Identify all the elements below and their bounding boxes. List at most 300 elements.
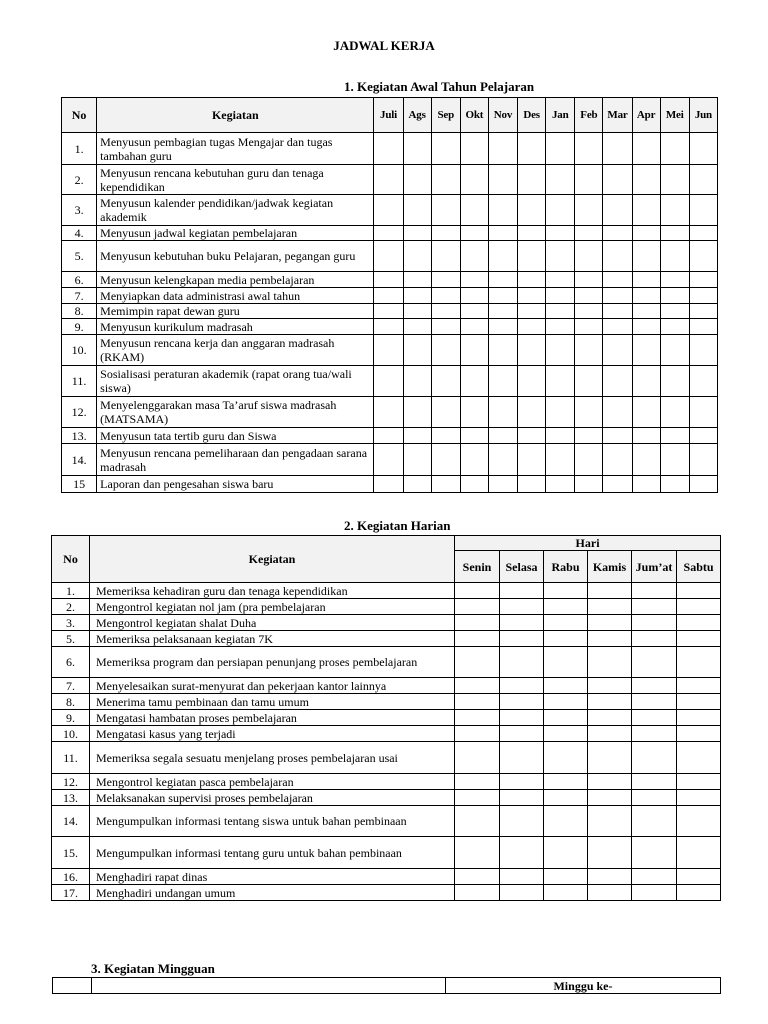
- schedule-cell[interactable]: [660, 165, 689, 195]
- schedule-cell[interactable]: [677, 694, 721, 710]
- schedule-cell[interactable]: [660, 444, 689, 476]
- schedule-cell[interactable]: [603, 133, 632, 165]
- schedule-cell[interactable]: [603, 288, 632, 304]
- schedule-cell[interactable]: [518, 288, 546, 304]
- schedule-cell[interactable]: [544, 615, 588, 631]
- schedule-cell[interactable]: [455, 710, 500, 726]
- schedule-cell[interactable]: [632, 288, 660, 304]
- schedule-cell[interactable]: [544, 678, 588, 694]
- schedule-cell[interactable]: [544, 599, 588, 615]
- schedule-cell[interactable]: [403, 397, 431, 428]
- schedule-cell[interactable]: [588, 806, 632, 837]
- schedule-cell[interactable]: [431, 165, 460, 195]
- schedule-cell[interactable]: [632, 444, 660, 476]
- table-row: [62, 366, 718, 397]
- schedule-cell[interactable]: [488, 226, 517, 241]
- schedule-cell[interactable]: [677, 583, 721, 599]
- row-kegiatan: Menerima tamu pembinaan dan tamu umum: [90, 694, 455, 710]
- schedule-cell[interactable]: [546, 428, 575, 444]
- schedule-cell[interactable]: [603, 319, 632, 335]
- schedule-cell[interactable]: [488, 397, 517, 428]
- schedule-cell[interactable]: [588, 615, 632, 631]
- schedule-cell[interactable]: [431, 444, 460, 476]
- schedule-cell[interactable]: [632, 304, 660, 319]
- schedule-cell[interactable]: [500, 790, 544, 806]
- schedule-cell[interactable]: [677, 599, 721, 615]
- schedule-cell[interactable]: [544, 742, 588, 774]
- schedule-cell[interactable]: [603, 272, 632, 288]
- schedule-cell[interactable]: [518, 444, 546, 476]
- schedule-cell[interactable]: [403, 444, 431, 476]
- schedule-cell[interactable]: [575, 476, 603, 493]
- schedule-cell[interactable]: [689, 335, 717, 366]
- schedule-cell[interactable]: [518, 195, 546, 226]
- schedule-cell[interactable]: [518, 272, 546, 288]
- schedule-cell[interactable]: [544, 869, 588, 885]
- schedule-cell[interactable]: [500, 647, 544, 678]
- schedule-cell[interactable]: [546, 165, 575, 195]
- schedule-cell[interactable]: [660, 428, 689, 444]
- schedule-cell[interactable]: [403, 241, 431, 272]
- schedule-cell[interactable]: [431, 366, 460, 397]
- schedule-cell[interactable]: [403, 195, 431, 226]
- schedule-cell[interactable]: [546, 335, 575, 366]
- row-number: 5.: [52, 631, 90, 647]
- schedule-cell[interactable]: [660, 226, 689, 241]
- schedule-cell[interactable]: [500, 694, 544, 710]
- schedule-cell[interactable]: [603, 226, 632, 241]
- schedule-cell[interactable]: [603, 428, 632, 444]
- schedule-cell[interactable]: [660, 272, 689, 288]
- schedule-cell[interactable]: [431, 241, 460, 272]
- schedule-cell[interactable]: [546, 444, 575, 476]
- schedule-cell[interactable]: [431, 272, 460, 288]
- schedule-cell[interactable]: [603, 165, 632, 195]
- col-header-kegiatan-empty: [92, 978, 446, 994]
- table-row: [62, 335, 718, 366]
- schedule-cell[interactable]: [546, 241, 575, 272]
- schedule-cell[interactable]: [575, 226, 603, 241]
- schedule-cell[interactable]: [546, 288, 575, 304]
- schedule-cell[interactable]: [460, 335, 488, 366]
- schedule-cell[interactable]: [460, 304, 488, 319]
- schedule-cell[interactable]: [632, 631, 677, 647]
- schedule-cell[interactable]: [575, 428, 603, 444]
- schedule-cell[interactable]: [455, 790, 500, 806]
- table-row: [62, 133, 718, 165]
- schedule-cell[interactable]: [488, 476, 517, 493]
- schedule-cell[interactable]: [460, 476, 488, 493]
- schedule-cell[interactable]: [575, 444, 603, 476]
- schedule-cell[interactable]: [546, 195, 575, 226]
- schedule-cell[interactable]: [588, 774, 632, 790]
- schedule-cell[interactable]: [500, 885, 544, 901]
- schedule-cell[interactable]: [575, 133, 603, 165]
- schedule-cell[interactable]: [544, 631, 588, 647]
- schedule-cell[interactable]: [544, 647, 588, 678]
- schedule-cell[interactable]: [488, 319, 517, 335]
- schedule-cell[interactable]: [660, 133, 689, 165]
- schedule-cell[interactable]: [455, 647, 500, 678]
- schedule-cell[interactable]: [689, 319, 717, 335]
- schedule-cell[interactable]: [677, 710, 721, 726]
- schedule-cell[interactable]: [518, 304, 546, 319]
- schedule-cell[interactable]: [374, 165, 403, 195]
- schedule-cell[interactable]: [455, 837, 500, 869]
- schedule-cell[interactable]: [660, 195, 689, 226]
- schedule-cell[interactable]: [403, 133, 431, 165]
- schedule-cell[interactable]: [455, 742, 500, 774]
- schedule-cell[interactable]: [431, 288, 460, 304]
- schedule-cell[interactable]: [575, 241, 603, 272]
- schedule-cell[interactable]: [488, 304, 517, 319]
- schedule-cell[interactable]: [544, 806, 588, 837]
- schedule-cell[interactable]: [689, 304, 717, 319]
- schedule-cell[interactable]: [431, 319, 460, 335]
- schedule-cell[interactable]: [575, 288, 603, 304]
- schedule-cell[interactable]: [689, 226, 717, 241]
- schedule-cell[interactable]: [632, 397, 660, 428]
- row-kegiatan: Memeriksa kehadiran guru dan tenaga kependidikan: [90, 583, 455, 599]
- schedule-cell[interactable]: [689, 428, 717, 444]
- schedule-cell[interactable]: [677, 615, 721, 631]
- schedule-cell[interactable]: [374, 444, 403, 476]
- schedule-cell[interactable]: [518, 476, 546, 493]
- schedule-cell[interactable]: [677, 790, 721, 806]
- schedule-cell[interactable]: [460, 195, 488, 226]
- schedule-cell[interactable]: [518, 133, 546, 165]
- schedule-cell[interactable]: [431, 335, 460, 366]
- schedule-cell[interactable]: [603, 304, 632, 319]
- schedule-cell[interactable]: [575, 366, 603, 397]
- schedule-cell[interactable]: [660, 335, 689, 366]
- schedule-cell[interactable]: [455, 631, 500, 647]
- schedule-cell[interactable]: [374, 366, 403, 397]
- schedule-cell[interactable]: [660, 288, 689, 304]
- schedule-cell[interactable]: [431, 428, 460, 444]
- schedule-cell[interactable]: [677, 726, 721, 742]
- schedule-cell[interactable]: [689, 397, 717, 428]
- schedule-cell[interactable]: [488, 195, 517, 226]
- schedule-cell[interactable]: [689, 288, 717, 304]
- row-number: 14.: [62, 444, 97, 476]
- schedule-cell[interactable]: [460, 165, 488, 195]
- schedule-cell[interactable]: [455, 885, 500, 901]
- schedule-cell[interactable]: [632, 241, 660, 272]
- schedule-cell[interactable]: [403, 476, 431, 493]
- schedule-cell[interactable]: [460, 226, 488, 241]
- schedule-cell[interactable]: [588, 678, 632, 694]
- schedule-cell[interactable]: [455, 726, 500, 742]
- schedule-cell[interactable]: [588, 599, 632, 615]
- schedule-cell[interactable]: [374, 397, 403, 428]
- schedule-cell[interactable]: [689, 165, 717, 195]
- schedule-cell[interactable]: [588, 742, 632, 774]
- schedule-cell[interactable]: [488, 241, 517, 272]
- schedule-cell[interactable]: [403, 304, 431, 319]
- schedule-cell[interactable]: [544, 694, 588, 710]
- schedule-cell[interactable]: [374, 335, 403, 366]
- schedule-cell[interactable]: [544, 885, 588, 901]
- schedule-cell[interactable]: [632, 195, 660, 226]
- schedule-cell[interactable]: [588, 694, 632, 710]
- schedule-cell[interactable]: [603, 195, 632, 226]
- schedule-cell[interactable]: [588, 837, 632, 869]
- row-kegiatan: Mengontrol kegiatan shalat Duha: [90, 615, 455, 631]
- schedule-cell[interactable]: [455, 615, 500, 631]
- schedule-cell[interactable]: [603, 444, 632, 476]
- schedule-cell[interactable]: [546, 272, 575, 288]
- schedule-cell[interactable]: [374, 272, 403, 288]
- row-kegiatan: Mengontrol kegiatan nol jam (pra pembelajaran: [90, 599, 455, 615]
- schedule-cell[interactable]: [689, 366, 717, 397]
- schedule-cell[interactable]: [588, 790, 632, 806]
- schedule-cell[interactable]: [488, 288, 517, 304]
- schedule-cell[interactable]: [374, 476, 403, 493]
- schedule-cell[interactable]: [546, 476, 575, 493]
- schedule-cell[interactable]: [632, 476, 660, 493]
- schedule-cell[interactable]: [632, 647, 677, 678]
- schedule-cell[interactable]: [677, 837, 721, 869]
- schedule-cell[interactable]: [431, 195, 460, 226]
- schedule-cell[interactable]: [500, 806, 544, 837]
- schedule-cell[interactable]: [677, 647, 721, 678]
- schedule-cell[interactable]: [632, 837, 677, 869]
- schedule-cell[interactable]: [374, 226, 403, 241]
- schedule-cell[interactable]: [500, 615, 544, 631]
- schedule-cell[interactable]: [500, 631, 544, 647]
- schedule-cell[interactable]: [689, 133, 717, 165]
- schedule-cell[interactable]: [518, 366, 546, 397]
- schedule-cell[interactable]: [546, 397, 575, 428]
- schedule-cell[interactable]: [500, 837, 544, 869]
- schedule-cell[interactable]: [431, 476, 460, 493]
- schedule-cell[interactable]: [518, 335, 546, 366]
- schedule-cell[interactable]: [546, 366, 575, 397]
- schedule-cell[interactable]: [677, 869, 721, 885]
- schedule-cell[interactable]: [488, 366, 517, 397]
- schedule-cell[interactable]: [403, 428, 431, 444]
- schedule-cell[interactable]: [632, 165, 660, 195]
- schedule-cell[interactable]: [460, 241, 488, 272]
- schedule-cell[interactable]: [632, 366, 660, 397]
- table-row: [52, 726, 721, 742]
- col-header-month: Jan: [546, 98, 575, 133]
- schedule-cell[interactable]: [431, 133, 460, 165]
- schedule-cell[interactable]: [500, 726, 544, 742]
- schedule-cell[interactable]: [575, 195, 603, 226]
- schedule-cell[interactable]: [488, 335, 517, 366]
- schedule-cell[interactable]: [632, 790, 677, 806]
- schedule-cell[interactable]: [500, 742, 544, 774]
- schedule-cell[interactable]: [632, 742, 677, 774]
- schedule-cell[interactable]: [518, 165, 546, 195]
- col-header-no: No: [62, 98, 97, 133]
- schedule-cell[interactable]: [460, 272, 488, 288]
- schedule-cell[interactable]: [677, 806, 721, 837]
- row-kegiatan: Menghadiri undangan umum: [90, 885, 455, 901]
- schedule-cell[interactable]: [575, 335, 603, 366]
- schedule-cell[interactable]: [632, 726, 677, 742]
- schedule-cell[interactable]: [632, 615, 677, 631]
- schedule-cell[interactable]: [374, 428, 403, 444]
- schedule-cell[interactable]: [575, 272, 603, 288]
- schedule-cell[interactable]: [518, 241, 546, 272]
- schedule-cell[interactable]: [660, 304, 689, 319]
- schedule-cell[interactable]: [544, 583, 588, 599]
- schedule-cell[interactable]: [460, 428, 488, 444]
- schedule-cell[interactable]: [374, 133, 403, 165]
- schedule-cell[interactable]: [689, 476, 717, 493]
- schedule-cell[interactable]: [689, 444, 717, 476]
- schedule-cell[interactable]: [518, 226, 546, 241]
- schedule-cell[interactable]: [632, 272, 660, 288]
- col-header-month: Juli: [374, 98, 403, 133]
- schedule-cell[interactable]: [488, 444, 517, 476]
- schedule-cell[interactable]: [518, 428, 546, 444]
- schedule-cell[interactable]: [632, 885, 677, 901]
- schedule-cell[interactable]: [544, 774, 588, 790]
- schedule-cell[interactable]: [455, 599, 500, 615]
- schedule-cell[interactable]: [460, 133, 488, 165]
- schedule-cell[interactable]: [588, 869, 632, 885]
- col-header-minggu: Minggu ke-: [446, 978, 721, 994]
- schedule-cell[interactable]: [500, 583, 544, 599]
- schedule-cell[interactable]: [403, 272, 431, 288]
- schedule-cell[interactable]: [488, 428, 517, 444]
- schedule-cell[interactable]: [588, 710, 632, 726]
- schedule-cell[interactable]: [575, 319, 603, 335]
- schedule-cell[interactable]: [632, 133, 660, 165]
- schedule-cell[interactable]: [488, 133, 517, 165]
- schedule-cell[interactable]: [546, 319, 575, 335]
- schedule-cell[interactable]: [575, 304, 603, 319]
- schedule-cell[interactable]: [575, 165, 603, 195]
- schedule-cell[interactable]: [632, 710, 677, 726]
- schedule-cell[interactable]: [374, 195, 403, 226]
- schedule-cell[interactable]: [546, 304, 575, 319]
- schedule-cell[interactable]: [632, 869, 677, 885]
- schedule-cell[interactable]: [374, 304, 403, 319]
- schedule-cell[interactable]: [500, 869, 544, 885]
- row-number: 2.: [52, 599, 90, 615]
- schedule-cell[interactable]: [603, 397, 632, 428]
- schedule-cell[interactable]: [374, 319, 403, 335]
- schedule-cell[interactable]: [460, 397, 488, 428]
- schedule-cell[interactable]: [374, 241, 403, 272]
- schedule-cell[interactable]: [500, 678, 544, 694]
- schedule-cell[interactable]: [677, 885, 721, 901]
- schedule-cell[interactable]: [575, 397, 603, 428]
- table-row: [52, 599, 721, 615]
- schedule-cell[interactable]: [632, 599, 677, 615]
- schedule-cell[interactable]: [660, 366, 689, 397]
- schedule-cell[interactable]: [431, 397, 460, 428]
- schedule-cell[interactable]: [544, 790, 588, 806]
- schedule-cell[interactable]: [374, 288, 403, 304]
- schedule-cell[interactable]: [403, 319, 431, 335]
- schedule-cell[interactable]: [403, 335, 431, 366]
- schedule-cell[interactable]: [660, 397, 689, 428]
- schedule-cell[interactable]: [455, 774, 500, 790]
- schedule-cell[interactable]: [677, 742, 721, 774]
- schedule-cell[interactable]: [603, 335, 632, 366]
- schedule-cell[interactable]: [660, 241, 689, 272]
- row-kegiatan: Menyusun rencana pemeliharaan dan pengadaan sarana madrasah: [97, 444, 374, 476]
- schedule-cell[interactable]: [431, 304, 460, 319]
- schedule-cell[interactable]: [632, 583, 677, 599]
- schedule-cell[interactable]: [546, 133, 575, 165]
- schedule-cell[interactable]: [677, 774, 721, 790]
- schedule-cell[interactable]: [403, 165, 431, 195]
- schedule-cell[interactable]: [488, 272, 517, 288]
- schedule-cell[interactable]: [455, 869, 500, 885]
- schedule-cell[interactable]: [518, 397, 546, 428]
- schedule-cell[interactable]: [632, 226, 660, 241]
- schedule-cell[interactable]: [632, 678, 677, 694]
- schedule-cell[interactable]: [588, 631, 632, 647]
- schedule-cell[interactable]: [518, 319, 546, 335]
- schedule-cell[interactable]: [460, 288, 488, 304]
- schedule-cell[interactable]: [403, 288, 431, 304]
- schedule-cell[interactable]: [544, 710, 588, 726]
- schedule-cell[interactable]: [632, 774, 677, 790]
- schedule-cell[interactable]: [588, 726, 632, 742]
- schedule-cell[interactable]: [460, 319, 488, 335]
- schedule-cell[interactable]: [632, 335, 660, 366]
- schedule-cell[interactable]: [544, 837, 588, 869]
- schedule-cell[interactable]: [460, 444, 488, 476]
- schedule-cell[interactable]: [500, 599, 544, 615]
- schedule-cell[interactable]: [660, 319, 689, 335]
- schedule-cell[interactable]: [403, 226, 431, 241]
- schedule-cell[interactable]: [455, 678, 500, 694]
- schedule-cell[interactable]: [603, 366, 632, 397]
- schedule-cell[interactable]: [544, 726, 588, 742]
- row-kegiatan: Mengatasi kasus yang terjadi: [90, 726, 455, 742]
- schedule-cell[interactable]: [632, 428, 660, 444]
- schedule-cell[interactable]: [546, 226, 575, 241]
- schedule-cell[interactable]: [689, 195, 717, 226]
- col-header-kegiatan: Kegiatan: [97, 98, 374, 133]
- schedule-cell[interactable]: [677, 631, 721, 647]
- schedule-cell[interactable]: [488, 165, 517, 195]
- schedule-cell[interactable]: [689, 241, 717, 272]
- schedule-cell[interactable]: [632, 319, 660, 335]
- schedule-cell[interactable]: [632, 806, 677, 837]
- table-row: [62, 165, 718, 195]
- schedule-cell[interactable]: [677, 678, 721, 694]
- schedule-cell[interactable]: [588, 647, 632, 678]
- schedule-cell[interactable]: [603, 476, 632, 493]
- schedule-cell[interactable]: [660, 476, 689, 493]
- schedule-cell[interactable]: [500, 774, 544, 790]
- schedule-cell[interactable]: [455, 583, 500, 599]
- row-number: 3.: [62, 195, 97, 226]
- schedule-cell[interactable]: [588, 885, 632, 901]
- schedule-cell[interactable]: [403, 366, 431, 397]
- schedule-cell[interactable]: [588, 583, 632, 599]
- schedule-cell[interactable]: [603, 241, 632, 272]
- schedule-cell[interactable]: [689, 272, 717, 288]
- schedule-cell[interactable]: [431, 226, 460, 241]
- schedule-cell[interactable]: [455, 694, 500, 710]
- schedule-cell[interactable]: [500, 710, 544, 726]
- schedule-cell[interactable]: [455, 806, 500, 837]
- row-kegiatan: Menyusun kelengkapan media pembelajaran: [97, 272, 374, 288]
- schedule-cell[interactable]: [632, 694, 677, 710]
- schedule-cell[interactable]: [460, 366, 488, 397]
